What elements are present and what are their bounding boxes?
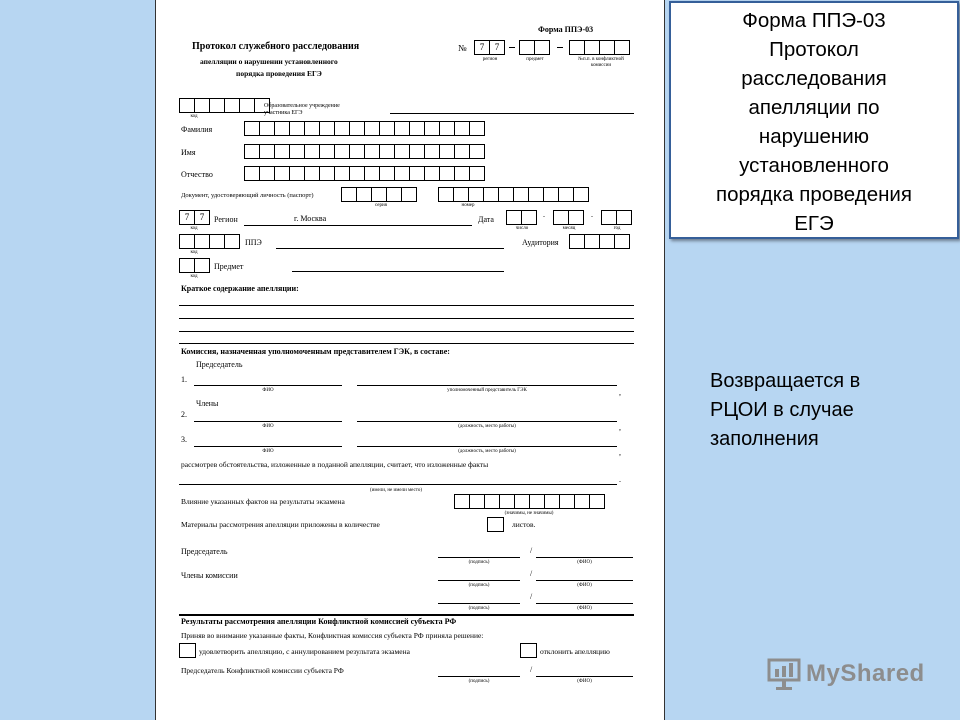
- considered-text: рассмотрев обстоятельства, изложенные в поданной апелляции, считает, что изложенные факты: [181, 460, 489, 469]
- patronymic-label: Отчество: [181, 170, 213, 179]
- sub-signature: (подпись): [468, 560, 490, 565]
- conflict-chair-label: Председатель Конфликтной комиссии субъекта РФ: [181, 666, 344, 675]
- sheets-label: листов.: [512, 520, 536, 529]
- dot: .: [619, 475, 621, 484]
- commission-heading: Комиссия, назначенная уполномоченным представителем ГЭК, в составе:: [181, 347, 450, 356]
- comma: ,: [619, 388, 621, 397]
- org-line[interactable]: [390, 113, 634, 114]
- date-dot: .: [543, 210, 545, 219]
- reject-label: отклонить апелляцию: [540, 647, 610, 656]
- auditorium-cells[interactable]: [569, 234, 629, 249]
- number-sign: №: [458, 43, 467, 53]
- sub-significant: (значимы, не значимы): [504, 511, 554, 516]
- region-cells[interactable]: [179, 210, 209, 225]
- satisfy-checkbox[interactable]: [179, 643, 196, 658]
- comma: ,: [619, 423, 621, 432]
- sub-day: число: [515, 226, 529, 231]
- sign-chairman-label: Председатель: [181, 547, 228, 556]
- card-line: нарушению: [758, 125, 870, 148]
- ppe-line[interactable]: [276, 248, 504, 249]
- card-line: Протокол: [769, 38, 859, 61]
- form-description-card: [669, 1, 959, 239]
- sub-series: серия: [375, 203, 387, 208]
- form-subtitle-2: порядка проведения ЕГЭ: [236, 69, 322, 78]
- chairman-label: Председатель: [196, 360, 243, 369]
- sub-had-place: (имели, не имели место): [369, 488, 423, 493]
- sub-fio-paren: (ФИО): [577, 583, 592, 588]
- signature-line[interactable]: [438, 580, 520, 581]
- sub-fio: ФИО: [262, 388, 274, 393]
- fio-line[interactable]: [536, 676, 633, 677]
- materials-count-box[interactable]: [487, 517, 504, 532]
- sub-year: год: [613, 226, 621, 231]
- patronymic-cells[interactable]: [244, 166, 484, 181]
- comma: ,: [619, 448, 621, 457]
- summary-line[interactable]: [179, 331, 634, 332]
- rep-line[interactable]: [357, 385, 617, 386]
- summary-line[interactable]: [179, 305, 634, 306]
- document-label: Документ, удостоверяющий личность (паспорт): [181, 192, 314, 199]
- materials-text: Материалы рассмотрения апелляции приложены в количестве: [181, 520, 380, 529]
- dash: [557, 47, 563, 48]
- sub-region-code: код: [190, 226, 198, 231]
- influence-text: Влияние указанных фактов на результаты экзамена: [181, 497, 345, 506]
- sub-position: (должность, место работы): [458, 424, 516, 429]
- summary-heading: Краткое содержание апелляции:: [181, 284, 299, 293]
- sub-fio: ФИО: [262, 424, 274, 429]
- card-line: порядка проведения: [715, 183, 912, 206]
- region-line[interactable]: [244, 225, 472, 226]
- summary-line[interactable]: [179, 343, 634, 344]
- form-page: [155, 0, 665, 720]
- signature-line[interactable]: [438, 603, 520, 604]
- org-label: Образовательное учреждение участника ЕГЭ: [264, 103, 340, 116]
- sub-month: месяц: [562, 226, 576, 231]
- slash: /: [530, 665, 533, 674]
- row-3: 3.: [181, 435, 187, 444]
- members-label: Члены: [196, 399, 219, 408]
- satisfy-label: удовлетворить апелляцию, с аннулированием результата экзамена: [199, 647, 410, 656]
- influence-cells[interactable]: [454, 494, 604, 509]
- card-line: ЕГЭ: [794, 212, 834, 235]
- sub-subject-code: код: [190, 274, 198, 279]
- position-line[interactable]: [357, 421, 617, 422]
- slash: /: [530, 569, 533, 578]
- form-subtitle-1: апелляции о нарушении установленного: [200, 57, 338, 66]
- sub-rep: уполномоченный представитель ГЭК: [447, 388, 527, 393]
- sub-signature: (подпись): [468, 606, 490, 611]
- subject-label: Предмет: [214, 262, 244, 271]
- fio-line[interactable]: [536, 557, 633, 558]
- surname-cells[interactable]: [244, 121, 484, 136]
- region-digit[interactable]: 7: [489, 40, 505, 55]
- subject-cells[interactable]: [179, 258, 209, 273]
- fio-line[interactable]: [536, 603, 633, 604]
- ppe-label: ППЭ: [245, 238, 262, 247]
- results-divider: [179, 614, 634, 616]
- summary-line[interactable]: [179, 318, 634, 319]
- position-line[interactable]: [357, 446, 617, 447]
- subject-line[interactable]: [292, 271, 504, 272]
- org-code-cells[interactable]: [179, 98, 269, 113]
- date-day-cells[interactable]: [506, 210, 536, 225]
- region-value: г. Москва: [294, 214, 327, 223]
- row-1: 1.: [181, 375, 187, 384]
- sub-fio-paren: (ФИО): [577, 606, 592, 611]
- sub-ppe-code: код: [190, 250, 198, 255]
- form-code: Форма ППЭ-03: [538, 25, 594, 34]
- signature-line[interactable]: [438, 557, 520, 558]
- card-line: расследования: [741, 67, 887, 90]
- sub-signature: (подпись): [468, 583, 490, 588]
- sub-signature: (подпись): [468, 679, 490, 684]
- conflict-number-cells[interactable]: [569, 40, 629, 55]
- name-cells[interactable]: [244, 144, 484, 159]
- sub-number: номер: [461, 203, 475, 208]
- note-line: РЦОИ в случае: [710, 399, 854, 421]
- sub-position: (должность, место работы): [458, 449, 516, 454]
- date-month-cells[interactable]: [553, 210, 583, 225]
- card-line: установленного: [739, 154, 889, 177]
- region-label: Регион: [214, 215, 238, 224]
- region-code-cells[interactable]: [474, 40, 504, 55]
- sub-fio-paren: (ФИО): [577, 560, 592, 565]
- date-dot: .: [591, 210, 593, 219]
- note-line: заполнения: [710, 428, 819, 450]
- presentation-icon: [766, 656, 802, 692]
- note-line: Возвращается в: [710, 370, 861, 392]
- surname-label: Фамилия: [181, 125, 213, 134]
- name-label: Имя: [181, 148, 196, 157]
- card-line: апелляции по: [748, 96, 880, 119]
- sub-conflict: №п.п. в конфликтной комиссии: [578, 57, 624, 68]
- dash: [509, 47, 515, 48]
- facts-line[interactable]: [179, 484, 617, 485]
- slash: /: [530, 546, 533, 555]
- return-note: [710, 367, 860, 454]
- ppe-cells[interactable]: [179, 234, 239, 249]
- region-digit[interactable]: 7: [179, 210, 195, 225]
- form-title: Протокол служебного расследования: [192, 41, 360, 52]
- fio-line[interactable]: [194, 385, 342, 386]
- sub-region: регион: [482, 57, 498, 62]
- sign-members-label: Члены комиссии: [181, 571, 238, 580]
- fio-line[interactable]: [536, 580, 633, 581]
- date-year-cells[interactable]: [601, 210, 631, 225]
- date-label: Дата: [478, 215, 494, 224]
- reject-checkbox[interactable]: [520, 643, 537, 658]
- sub-fio-paren: (ФИО): [577, 679, 592, 684]
- fio-line[interactable]: [194, 421, 342, 422]
- watermark-text: MyShared: [806, 660, 925, 687]
- sub-org-code: код: [190, 114, 198, 119]
- doc-series-cells[interactable]: [341, 187, 416, 202]
- fio-line[interactable]: [194, 446, 342, 447]
- decision-text: Приняв во внимание указанные факты, Конфликтная комиссия субъекта РФ приняла решение:: [181, 631, 484, 640]
- row-2: 2.: [181, 410, 187, 419]
- watermark: [766, 656, 925, 692]
- subject-code-cells[interactable]: [519, 40, 549, 55]
- card-line: Форма ППЭ-03: [742, 9, 886, 32]
- sub-fio: ФИО: [262, 449, 274, 454]
- results-heading: Результаты рассмотрения апелляции Конфликтной комиссией субъекта РФ: [181, 617, 457, 626]
- signature-line[interactable]: [438, 676, 520, 677]
- doc-number-cells[interactable]: [438, 187, 588, 202]
- sub-subject: предмет: [526, 57, 544, 62]
- auditorium-label: Аудитория: [522, 238, 559, 247]
- slash: /: [530, 592, 533, 601]
- region-digit[interactable]: 7: [194, 210, 210, 225]
- region-digit[interactable]: 7: [474, 40, 490, 55]
